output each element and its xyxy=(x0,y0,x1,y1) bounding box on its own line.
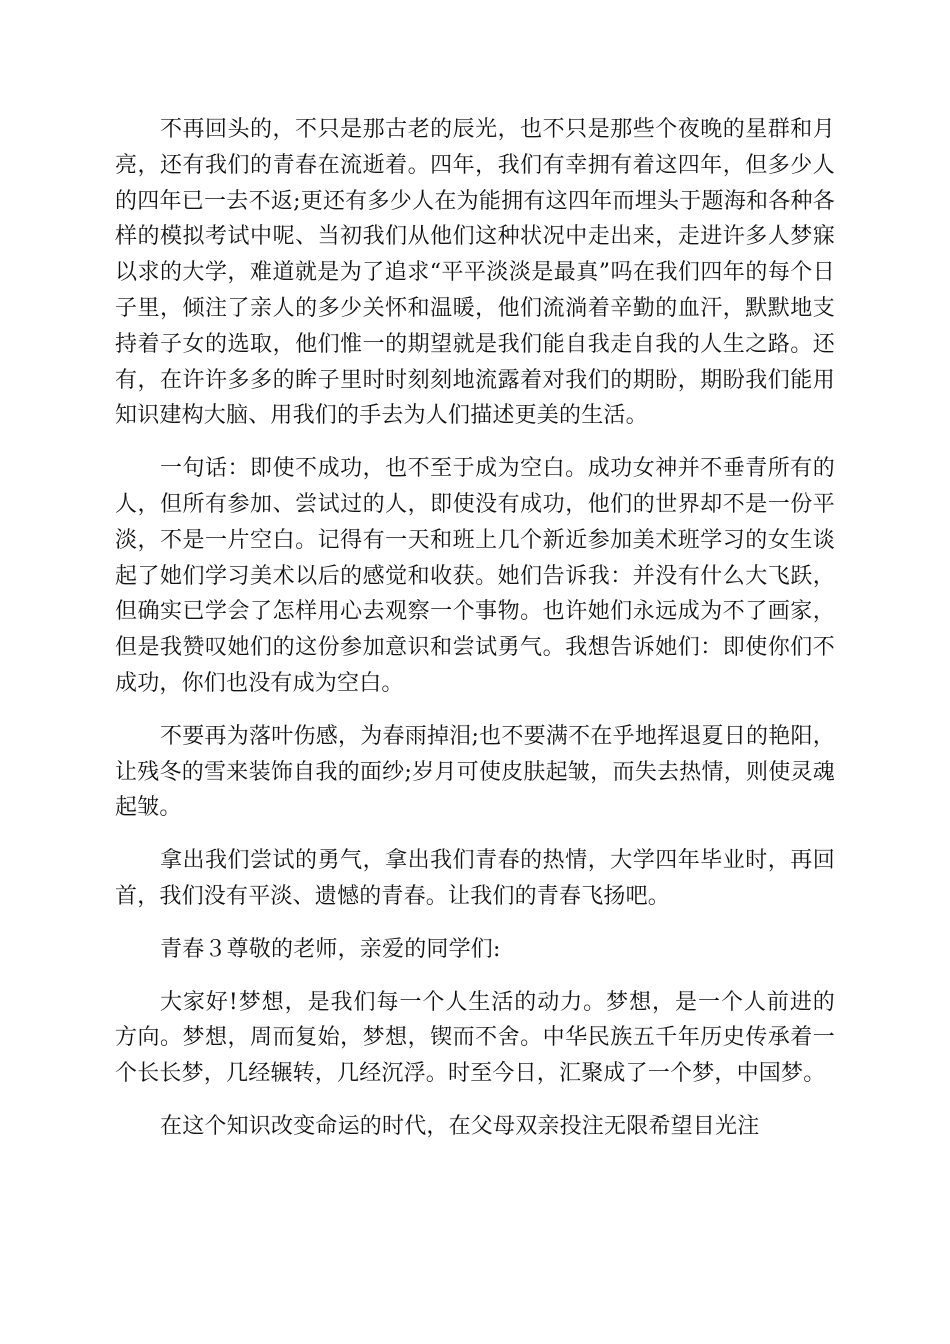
paragraph-dream: 大家好!梦想，是我们每一个人生活的动力。梦想，是一个人前进的方向。梦想，周而复始，梦想，锲而不舍。中华民族五千年历史传承着一个长长梦，几经辗转，几经沉浮。时至今日，汇聚成了一个梦，中国梦。 xyxy=(115,989,835,1087)
paragraph-speech-greeting: 青春３尊敬的老师，亲爱的同学们: xyxy=(160,936,501,962)
paragraph-not-blank: 一句话：即使不成功，也不至于成为空白。成功女神并不垂青所有的人，但所有参加、尝试过的人，即使没有成功，他们的世界却不是一份平淡，不是一片空白。记得有一天和班上几个新近参加美术班学习的女生谈起了她们学习美术以后的感觉和收获。她们告诉我：并没有什么大飞跃，但确实已学会了怎样用心去观察一个事物。也许她们永远成为不了画家，但是我赞叹她们的这份参加意识和尝试勇气。我想告诉她们：即使你们不成功，你们也没有成为空白。 xyxy=(115,456,835,696)
paragraph-fallen-leaves: 不要再为落叶伤感，为春雨掉泪;也不要满不在乎地挥退夏日的艳阳，让残冬的雪来装饰自我的面纱;岁月可使皮肤起皱，而失去热情，则使灵魂起皱。 xyxy=(115,723,835,821)
paragraph-courage: 拿出我们尝试的勇气，拿出我们青春的热情，大学四年毕业时，再回首，我们没有平淡、遗憾的青春。让我们的青春飞扬吧。 xyxy=(115,848,835,909)
paragraph-knowledge-era: 在这个知识改变命运的时代，在父母双亲投注无限希望目光注 xyxy=(160,1113,760,1139)
document-body xyxy=(115,112,835,1162)
paragraph-youth-four-years: 不再回头的，不只是那古老的辰光，也不只是那些个夜晚的星群和月亮，还有我们的青春在流逝着。四年，我们有幸拥有着这四年，但多少人的四年已一去不返;更还有多少人在为能拥有这四年而埋头于题海和各种各样的模拟考试中呢、当初我们从他们这种状况中走出来，走进许多人梦寐以求的大学，难道就是为了追求“平平淡淡是最真”吗在我们四年的每个日子里，倾注了亲人的多少关怀和温暖，他们流淌着辛勤的血汗，默默地支持着子女的选取，他们惟一的期望就是我们能自我走自我的人生之路。还有，在许许多多的眸子里时时刻刻地流露着对我们的期盼，期盼我们能用知识建构大脑、用我们的手去为人们描述更美的生活。 xyxy=(115,117,835,429)
